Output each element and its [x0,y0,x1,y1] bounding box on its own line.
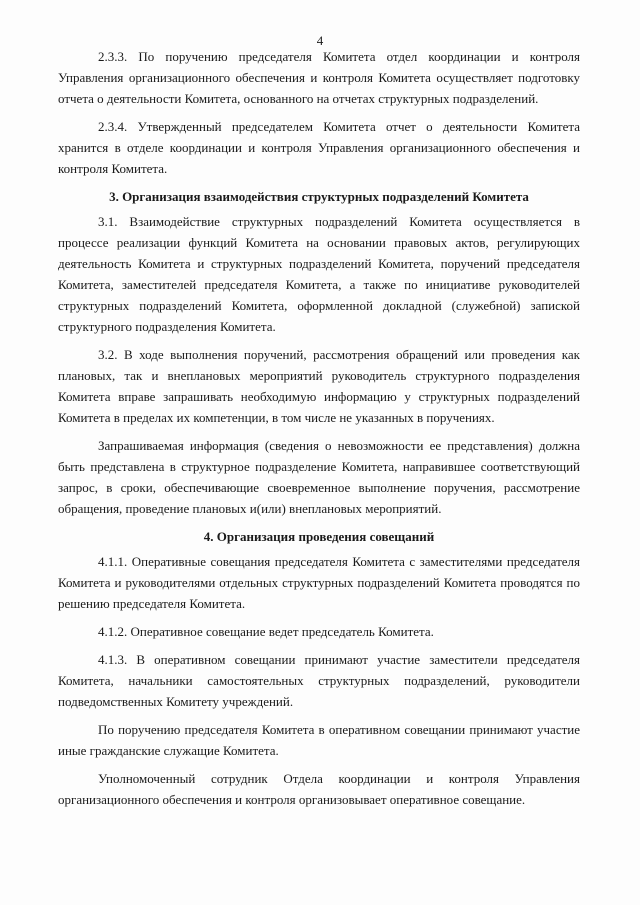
paragraph-3-2: 3.2. В ходе выполнения поручений, рассмотрения обращений или проведения как плановых, так и внеплановых мероприятий руководитель структурного подразделения Комитета вправе запрашивать необходимую информацию у структурных подразделений Комитета в пределах их компетенции, в том числе не указанных в поручениях. [58,347,580,425]
paragraph-3-2-continued: Запрашиваемая информация (сведения о невозможности ее представления) должна быть представлена в структурное подразделение Комитета, направившее соответствующий запрос, в сроки, обеспечивающие своевременное выполнение поручения, рассмотрение обращения, проведение плановых и(или) внеплановых мероприятий. [58,438,580,516]
section-heading-3: 3. Организация взаимодействия структурных подразделений Комитета [109,189,529,204]
paragraph-4-1-2: 4.1.2. Оперативное совещание ведет председатель Комитета. [98,624,434,639]
paragraph-2-3-3: 2.3.3. По поручению председателя Комитета отдел координации и контроля Управления организационного обеспечения и контроля Комитета осуществляет подготовку отчета о деятельности Комитета, основанного на отчетах структурных подразделений. [58,49,580,106]
paragraph-4-1-3-organizer: Уполномоченный сотрудник Отдела координации и контроля Управления организационного обеспечения и контроля организовывает оперативное совещание. [58,771,580,807]
document-body [58,46,580,817]
paragraph-4-1-1: 4.1.1. Оперативные совещания председателя Комитета с заместителями председателя Комитета и руководителями отдельных структурных подразделений Комитета проводятся по решению председателя Комитета. [58,554,580,611]
paragraph-3-1: 3.1. Взаимодействие структурных подразделений Комитета осуществляется в процессе реализации функций Комитета на основании правовых актов, регулирующих деятельность Комитета и структурных подразделений Комитета, поручений председателя Комитета, заместителей председателя Комитета, а также по инициативе руководителей структурных подразделений Комитета, оформленной докладной (служебной) запиской структурного подразделения Комитета. [58,214,580,334]
section-heading-4: 4. Организация проведения совещаний [203,529,435,544]
paragraph-4-1-3: 4.1.3. В оперативном совещании принимают участие заместители председателя Комитета, начальники самостоятельных структурных подразделений, руководители подведомственных Комитету учреждений. [58,652,580,709]
page-number: 4 [316,33,324,48]
paragraph-2-3-4: 2.3.4. Утвержденный председателем Комитета отчет о деятельности Комитета хранится в отделе координации и контроля Управления организационного обеспечения и контроля Комитета. [58,119,580,176]
paragraph-4-1-3-participants: По поручению председателя Комитета в оперативном совещании принимают участие иные гражданские служащие Комитета. [58,722,580,758]
